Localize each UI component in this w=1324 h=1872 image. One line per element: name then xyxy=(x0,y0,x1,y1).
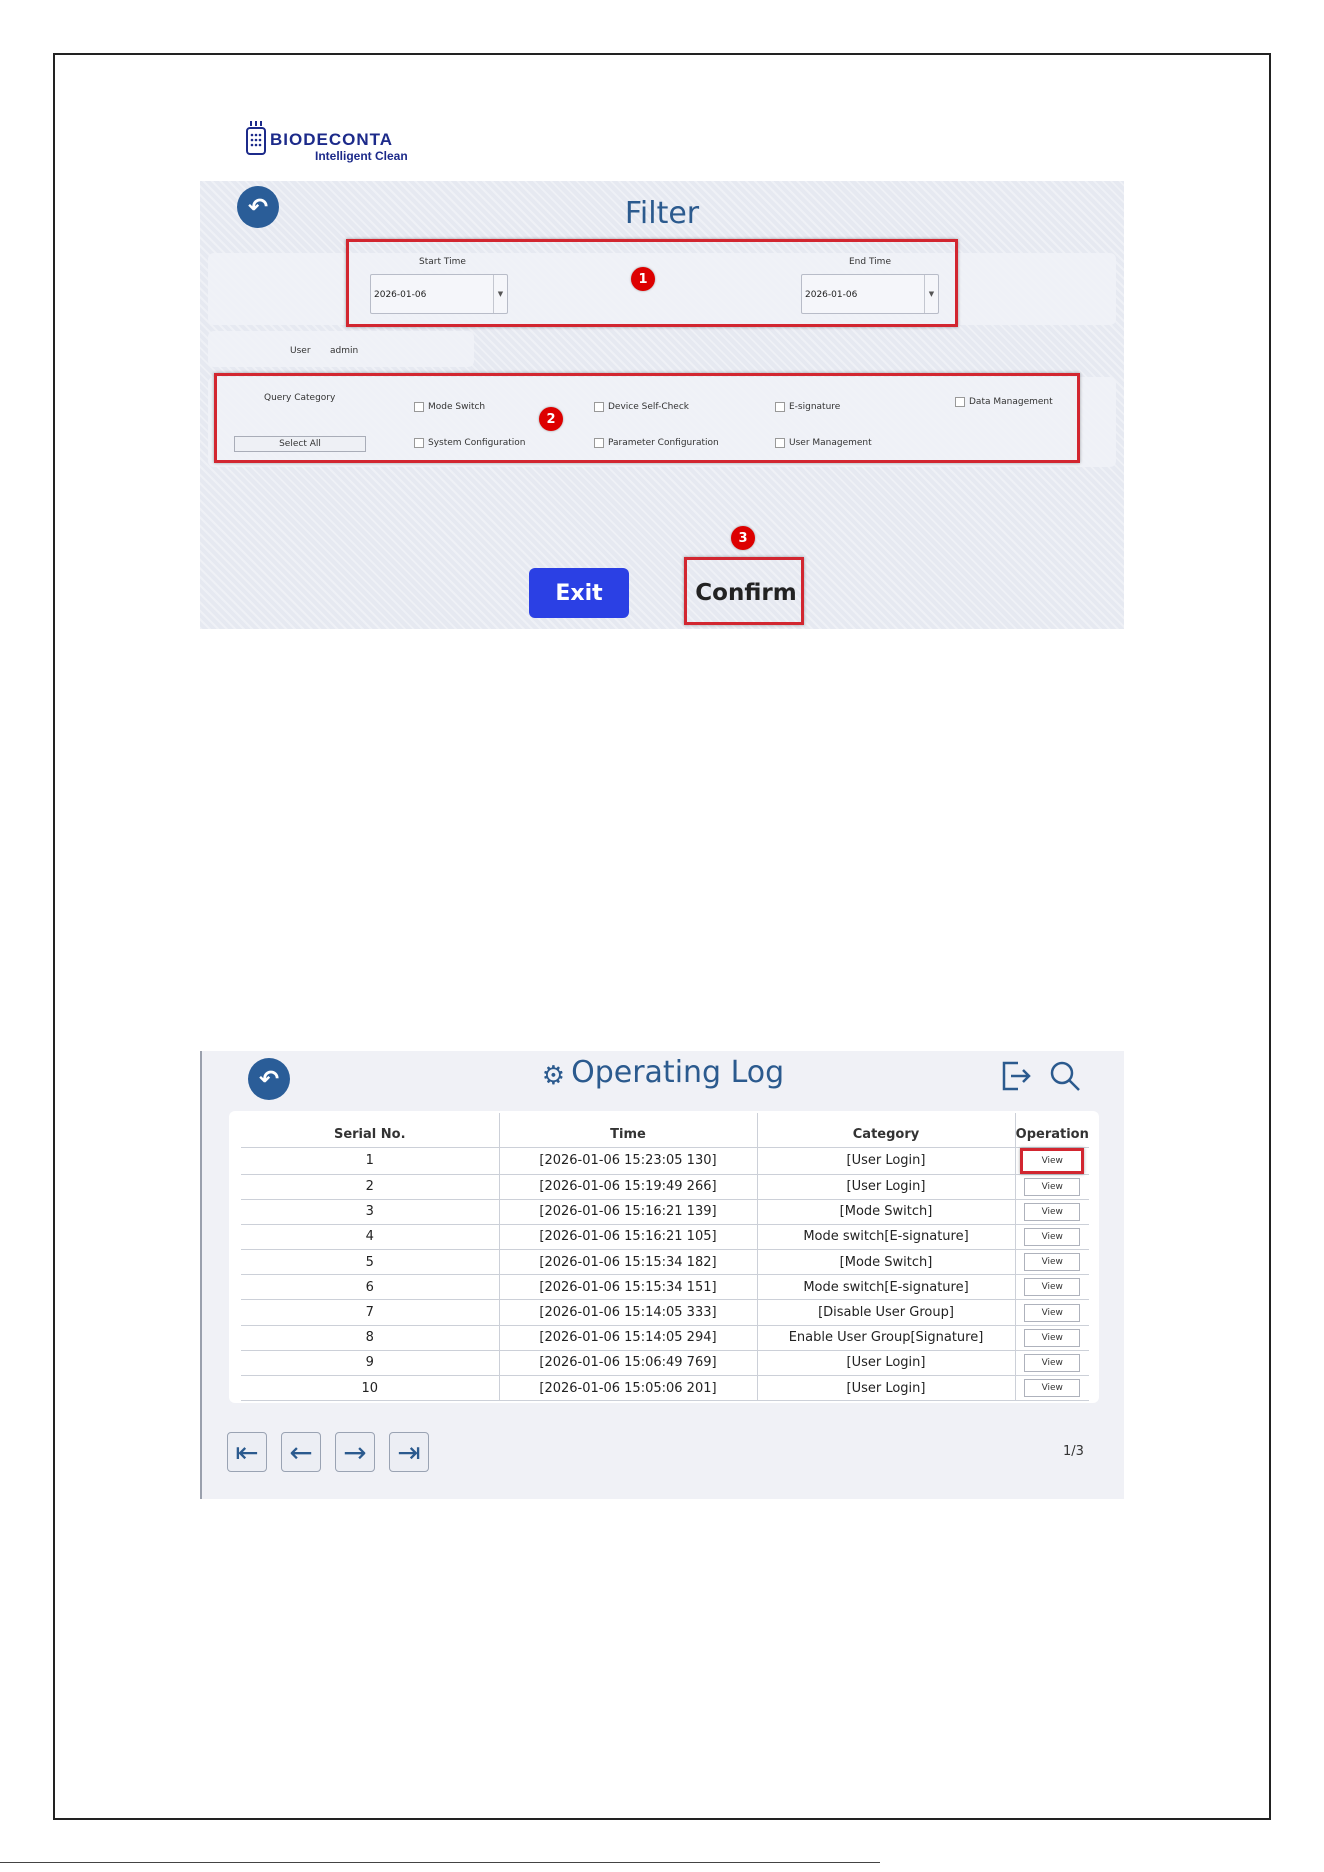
serial-cell: 8 xyxy=(241,1325,499,1350)
table-row xyxy=(241,1224,1089,1249)
checkbox-label: Parameter Configuration xyxy=(608,438,719,448)
serial-cell: 5 xyxy=(241,1250,499,1275)
time-cell: [2026-01-06 15:06:49 769] xyxy=(499,1350,757,1375)
serial-cell: 6 xyxy=(241,1275,499,1300)
table-row xyxy=(241,1199,1089,1224)
category-cell: [User Login] xyxy=(757,1147,1015,1174)
time-cell: [2026-01-06 15:19:49 266] xyxy=(499,1174,757,1199)
view-button[interactable]: View xyxy=(1024,1329,1080,1347)
time-cell: [2026-01-06 15:14:05 333] xyxy=(499,1300,757,1325)
view-button[interactable]: View xyxy=(1024,1354,1080,1372)
chevron-down-icon[interactable]: ▼ xyxy=(493,275,507,313)
logo-tagline: Intelligent Clean xyxy=(315,149,408,163)
prev-page-button[interactable] xyxy=(281,1432,321,1472)
category-cell: [User Login] xyxy=(757,1174,1015,1199)
category-cell: Mode switch[E-signature] xyxy=(757,1275,1015,1300)
category-cell: [User Login] xyxy=(757,1350,1015,1375)
log-table-container xyxy=(229,1111,1099,1403)
biodeconta-logo xyxy=(245,118,445,168)
column-header-category: Category xyxy=(757,1113,1015,1147)
column-header-operation: Operation xyxy=(1015,1113,1089,1147)
time-cell: [2026-01-06 15:15:34 151] xyxy=(499,1275,757,1300)
end-time-label: End Time xyxy=(849,257,891,267)
category-cell: [Mode Switch] xyxy=(757,1250,1015,1275)
operation-cell xyxy=(1015,1350,1089,1375)
user-label: User xyxy=(290,346,311,356)
view-button[interactable]: View xyxy=(1024,1178,1080,1196)
checkbox-label: System Configuration xyxy=(428,438,526,448)
time-cell: [2026-01-06 15:23:05 130] xyxy=(499,1147,757,1174)
start-time-label: Start Time xyxy=(419,257,466,267)
log-title-bar xyxy=(202,1055,1124,1091)
category-cell: [User Login] xyxy=(757,1376,1015,1401)
serial-cell: 4 xyxy=(241,1224,499,1249)
operation-cell xyxy=(1015,1224,1089,1249)
view-button[interactable]: View xyxy=(1024,1278,1080,1296)
end-time-value: 2026-01-06 xyxy=(805,290,858,300)
category-cell: [Disable User Group] xyxy=(757,1300,1015,1325)
checkbox-label: Device Self-Check xyxy=(608,402,689,412)
highlight-box-category xyxy=(214,373,1080,463)
checkbox-label: Mode Switch xyxy=(428,402,486,412)
logo-emblem-icon xyxy=(245,120,267,156)
operation-cell xyxy=(1015,1376,1089,1401)
operation-cell xyxy=(1015,1147,1089,1174)
table-row xyxy=(241,1325,1089,1350)
next-page-icon: → xyxy=(343,1435,367,1469)
log-title: Operating Log xyxy=(571,1055,785,1090)
log-table xyxy=(241,1113,1089,1401)
serial-cell: 2 xyxy=(241,1174,499,1199)
table-row xyxy=(241,1147,1089,1174)
last-page-icon: ⇥ xyxy=(397,1435,421,1469)
prev-page-icon: ← xyxy=(289,1435,313,1469)
start-time-value: 2026-01-06 xyxy=(374,290,427,300)
marker-badge-3: 3 xyxy=(731,526,755,550)
table-row xyxy=(241,1376,1089,1401)
highlight-box-confirm xyxy=(684,557,804,625)
confirm-button[interactable]: Confirm xyxy=(695,580,797,606)
serial-cell: 9 xyxy=(241,1350,499,1375)
operation-cell xyxy=(1015,1199,1089,1224)
table-row xyxy=(241,1174,1089,1199)
filter-title: Filter xyxy=(624,196,700,231)
back-arrow-icon: ↶ xyxy=(247,193,269,221)
time-cell: [2026-01-06 15:16:21 139] xyxy=(499,1199,757,1224)
user-value: admin xyxy=(330,346,359,356)
marker-badge-2: 2 xyxy=(539,407,563,431)
time-cell: [2026-01-06 15:05:06 201] xyxy=(499,1376,757,1401)
chevron-down-icon[interactable]: ▼ xyxy=(924,275,938,313)
view-button[interactable]: View xyxy=(1020,1148,1084,1174)
time-cell: [2026-01-06 15:16:21 105] xyxy=(499,1224,757,1249)
view-button[interactable]: View xyxy=(1024,1379,1080,1397)
operation-cell xyxy=(1015,1325,1089,1350)
table-row xyxy=(241,1300,1089,1325)
serial-cell: 7 xyxy=(241,1300,499,1325)
select-all-button[interactable]: Select All xyxy=(234,436,366,452)
serial-cell: 10 xyxy=(241,1376,499,1401)
checkbox-label: User Management xyxy=(789,438,872,448)
search-icon[interactable] xyxy=(1048,1059,1082,1093)
operation-cell xyxy=(1015,1300,1089,1325)
column-header-time: Time xyxy=(499,1113,757,1147)
filter-panel xyxy=(200,181,1124,629)
operation-cell xyxy=(1015,1174,1089,1199)
table-row xyxy=(241,1350,1089,1375)
column-header-serial: Serial No. xyxy=(241,1113,499,1147)
operation-cell xyxy=(1015,1275,1089,1300)
view-button[interactable]: View xyxy=(1024,1203,1080,1221)
checkbox-label: E-signature xyxy=(789,402,841,412)
category-cell: Mode switch[E-signature] xyxy=(757,1224,1015,1249)
footer-divider xyxy=(0,1862,880,1863)
query-category-label: Query Category xyxy=(264,393,336,403)
logo-name: BIODECONTA xyxy=(270,130,394,149)
first-page-icon: ⇤ xyxy=(235,1435,259,1469)
checkbox-label: Data Management xyxy=(969,397,1053,407)
table-row xyxy=(241,1250,1089,1275)
first-page-button[interactable] xyxy=(227,1432,267,1472)
table-row xyxy=(241,1275,1089,1300)
time-cell: [2026-01-06 15:15:34 182] xyxy=(499,1250,757,1275)
export-icon[interactable] xyxy=(998,1059,1032,1093)
marker-badge-1: 1 xyxy=(631,267,655,291)
back-arrow-icon: ↶ xyxy=(258,1065,280,1093)
last-page-button[interactable] xyxy=(389,1432,429,1472)
page-indicator: 1/3 xyxy=(1063,1444,1084,1459)
view-button[interactable]: View xyxy=(1024,1228,1080,1246)
gear-icon: ⚙ xyxy=(541,1061,566,1091)
next-page-button[interactable] xyxy=(335,1432,375,1472)
view-button[interactable]: View xyxy=(1024,1304,1080,1322)
serial-cell: 3 xyxy=(241,1199,499,1224)
category-cell: [Mode Switch] xyxy=(757,1199,1015,1224)
time-cell: [2026-01-06 15:14:05 294] xyxy=(499,1325,757,1350)
table-header-row xyxy=(241,1113,1089,1147)
category-cell: Enable User Group[Signature] xyxy=(757,1325,1015,1350)
exit-button[interactable]: Exit xyxy=(529,568,629,618)
operation-cell xyxy=(1015,1250,1089,1275)
serial-cell: 1 xyxy=(241,1147,499,1174)
view-button[interactable]: View xyxy=(1024,1253,1080,1271)
